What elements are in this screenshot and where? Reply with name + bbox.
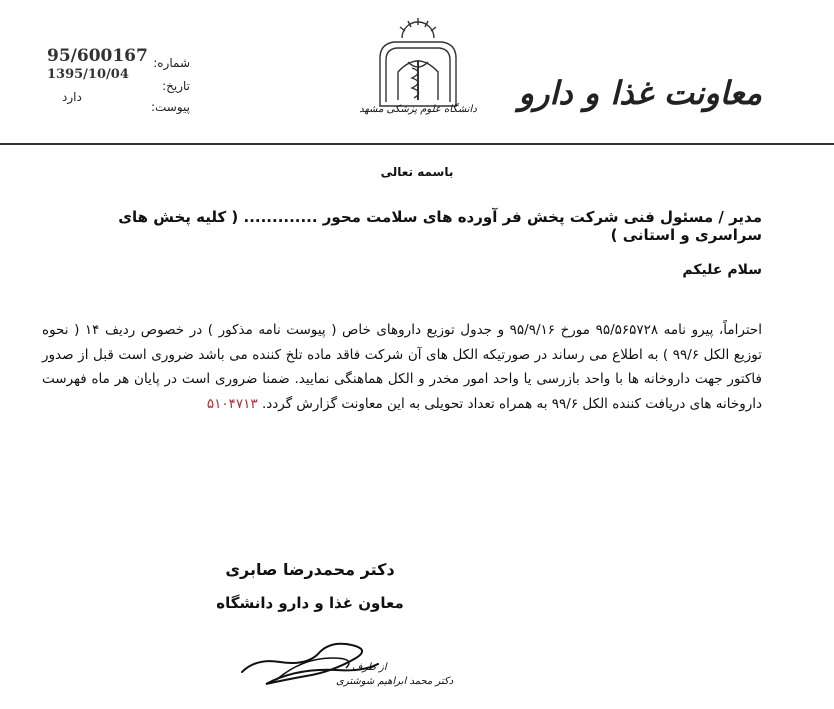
greeting: سلام علیکم [682,262,762,278]
on-behalf-name: دکتر محمد ابراهیم شوشتری [336,676,454,687]
logo-caption: دانشگاه علوم پزشکی مشهد [359,104,477,115]
letter-body-text: احتراماً، پیرو نامه ۹۵/۵۶۵۷۲۸ مورخ ۹۵/۹/۱۶ و جدول توزیع داروهای خاص ( پیوست نامه مذکور ) در خصوص ردیف ۱۴ ( نحوه توزیع الکل ۹۹/۶ ) به اطلاع می رساند در صورتیکه الکل های آن شرکت فاقد ماده تلخ کننده می باشد ضروری است قبل از صدور فاکتور جهت داروخانه ها با واحد بازرسی یا واحد امور مخدر و الکل هماهنگی نمایید. ضمنا ضروری است در پایان هر ماه فهرست داروخانه های دریافت کننده الکل ۹۹/۶ به همراه تعداد تحویلی به این معاونت گزارش گردد. [42,322,762,412]
recipient-line: مدیر / مسئول فنی شرکت پخش فر آورده های سلامت محور ............. ( کلیه پخش های سراسری و استانی ) [118,208,762,244]
on-behalf-label: از طرف [352,662,387,673]
date-label: تاریخ: [162,79,190,93]
department-title: معاونت غذا و دارو [518,74,762,112]
attachment-label: پیوست: [150,100,190,114]
signer-title: معاون غذا و دارو دانشگاه [216,594,404,612]
letter-body [42,318,762,416]
university-logo [372,14,464,134]
invocation: باسمه تعالی [380,165,454,179]
attachment-value: دارد [62,90,82,104]
header-divider [0,143,834,145]
reference-code: ۵۱۰۴۷۱۳ [206,395,258,412]
letter-date: 1395/10/04 [47,67,129,82]
signer-name: دکتر محمدرضا صابری [225,560,395,579]
university-emblem-icon [372,14,464,134]
letter-number: 95/600167 [47,46,148,66]
number-label: شماره: [153,56,190,70]
